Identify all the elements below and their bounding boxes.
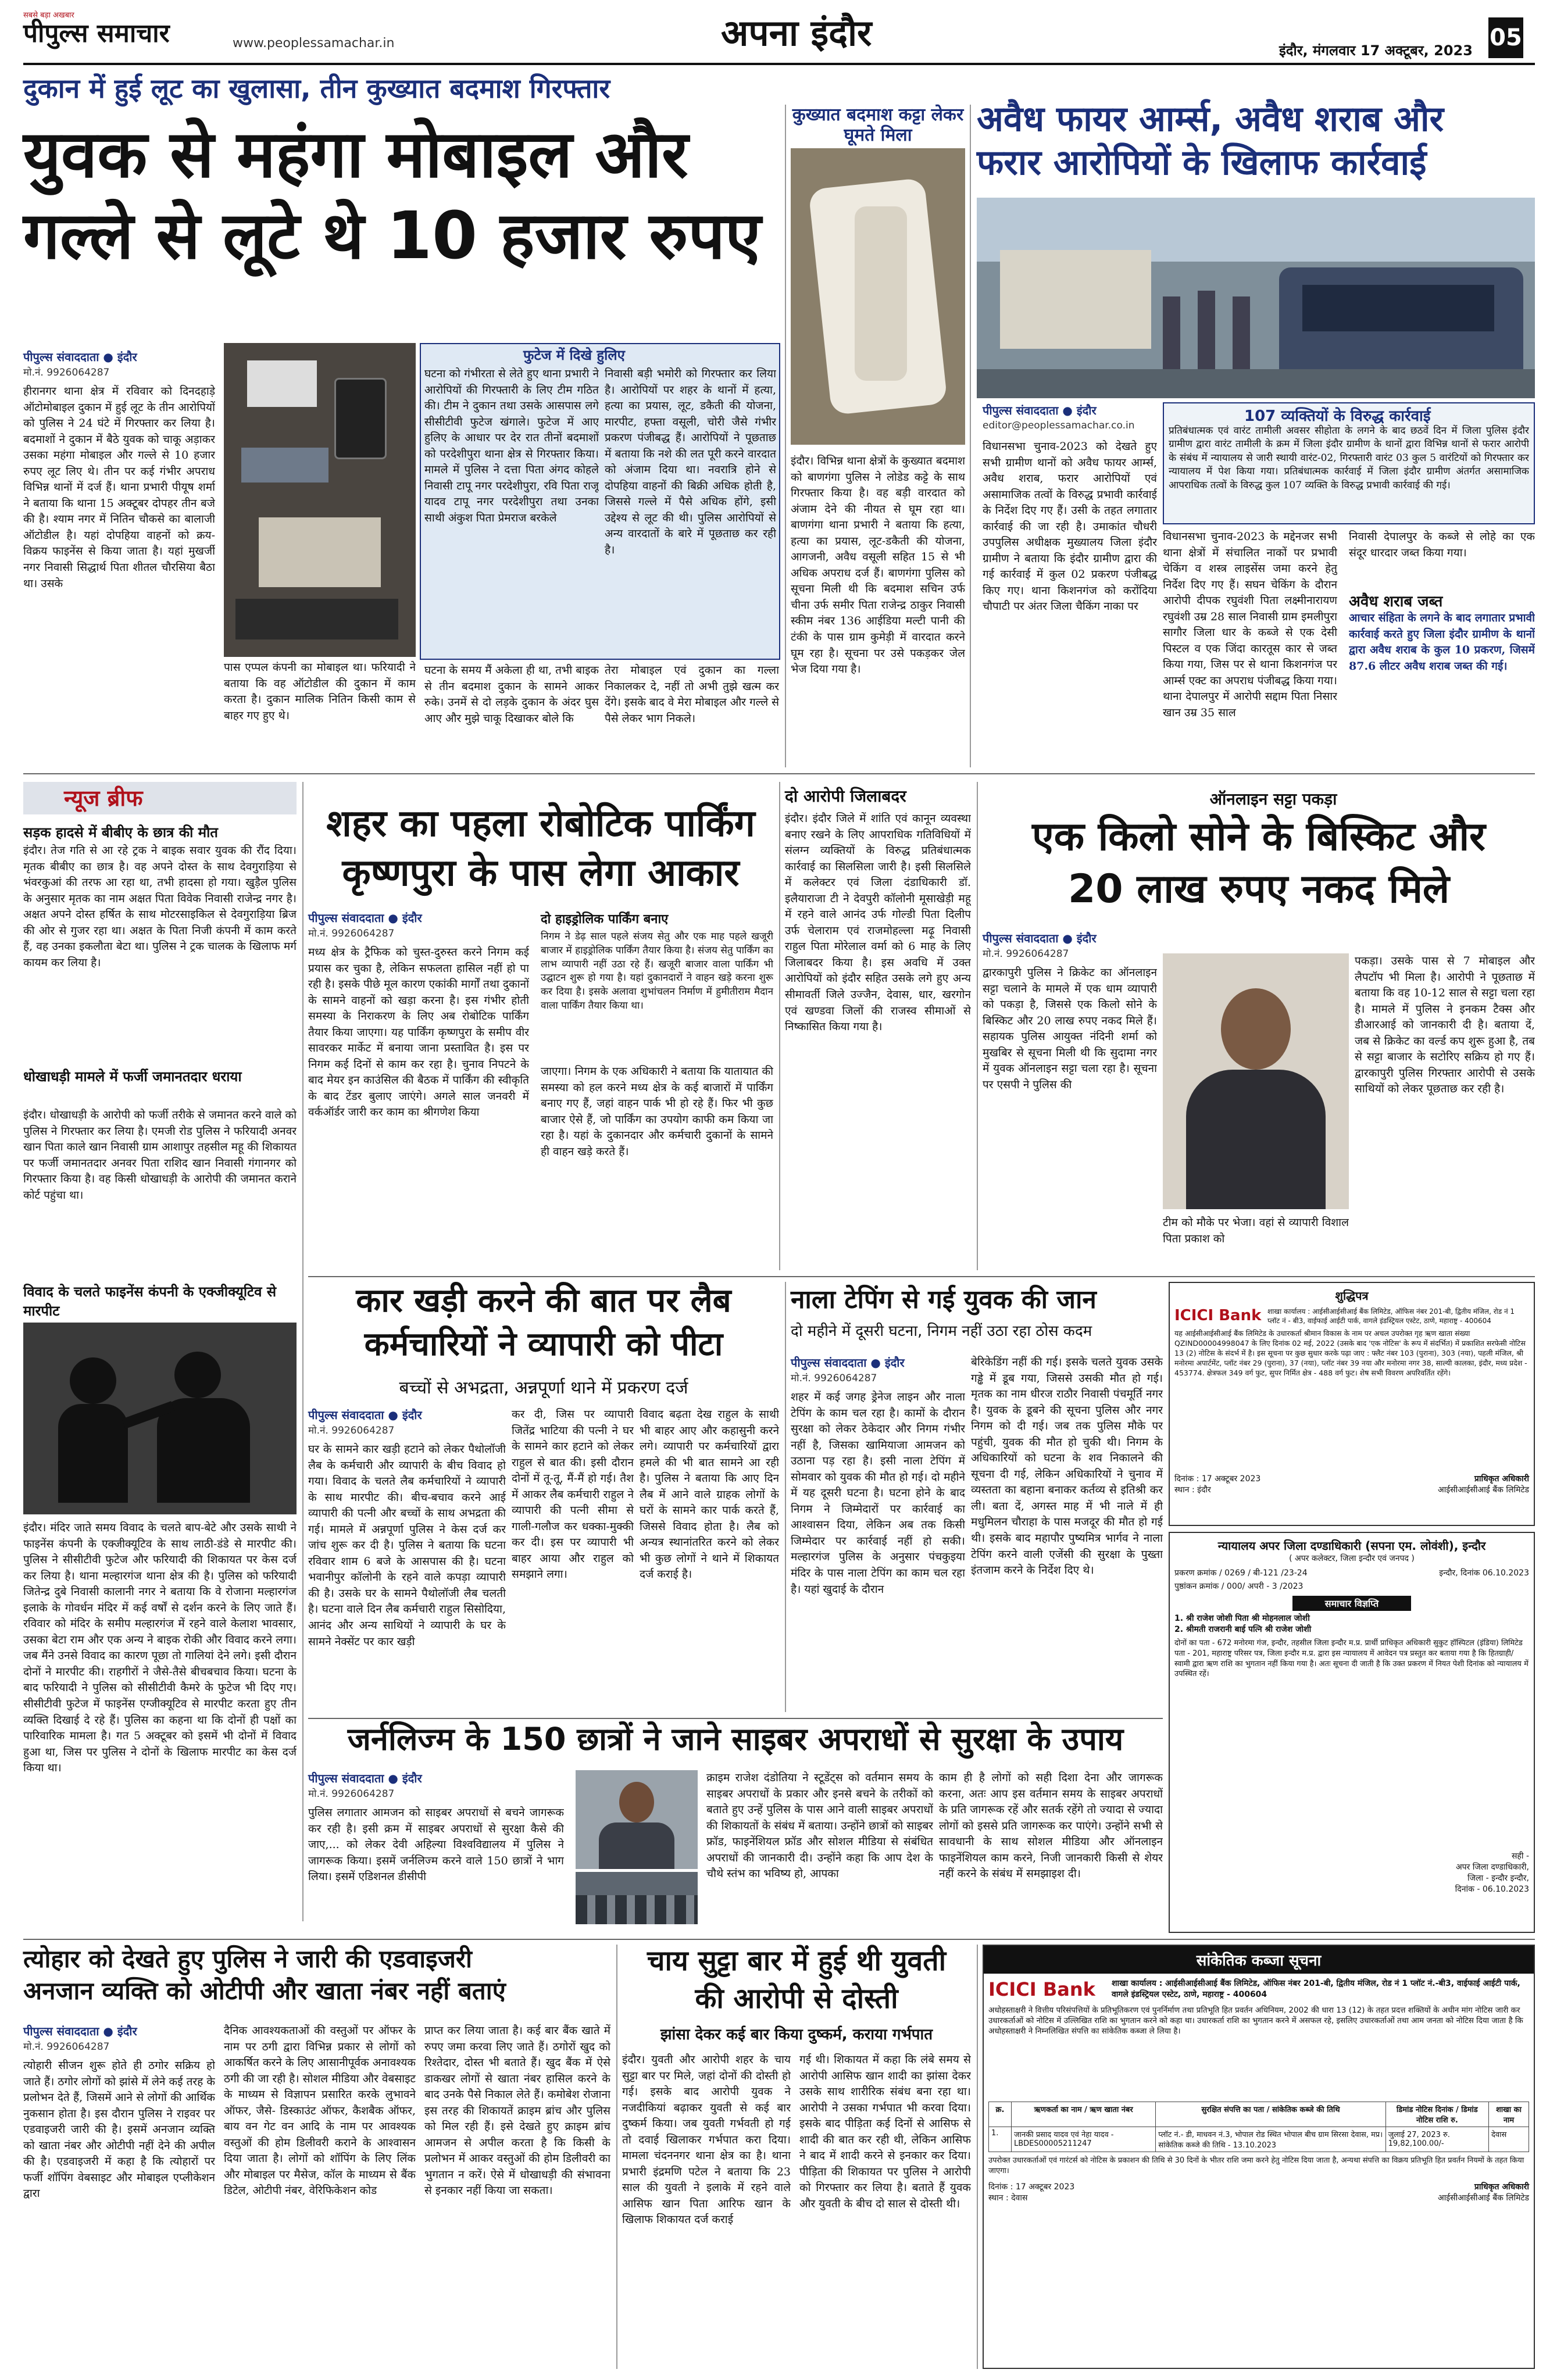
section-divider xyxy=(23,773,1535,774)
katta-photo xyxy=(791,148,965,445)
court-notice xyxy=(1169,1532,1535,1933)
car-headline-1: कार खड़ी करने की बात पर लैब xyxy=(356,1282,731,1320)
cyber-photo-audience xyxy=(576,1872,698,1924)
parking-col1: मध्य क्षेत्र के ट्रैफिक को चुस्त-दुरुस्त करने निगम कई प्रयास कर चुका है, लेकिन सफलता हासिल नहीं हो पा रही है। इसके पीछे मूल कारण एकांकी मार्गों तथा दुकानों के सामने वाहनों को खड़ा करना है। इस गंभीर होती समस्या के निराकरण के लिए अब रोबोटिक पार्किंग तैयार किया जाएगा। यह पार्किंग कृष्णपुरा के समीप वीर सावरकर मार्केट में बनाया जाना प्रस्तावित है। इस पर निगम कई दिनों से काम कर रहा है। चुनाव निपटने के बाद मेयर इन काउंसिल की बैठक में पार्किंग की स्वीकृति के बाद टेंडर बुलाए जाएंगे। अगले साल जनवरी में वर्कऑर्डर जारी कर काम का श्रीगणेश किया xyxy=(308,946,529,1119)
katta-body: इंदौर। विभिन्न थाना क्षेत्रों के कुख्यात बदमाश को बाणगंगा पुलिस ने लोडेड कट्टे के साथ गिरफ्तार किया है। वह बड़ी वारदात को अंजाम देने की नीयत से घूम रहा था। बाणगंगा थाना प्रभारी ने बताया कि हत्या, हत्या का प्रयास, लूट-डकैती की योजना, आगजनी, अवैध वसूली सहित 15 से भी अधिक अपराध दर्ज हैं। बाणगंगा पुलिस को सूचना मिली थी कि बदमाश सचिन उर्फ चीना उर्फ समीर पिता राजेन्द्र ठाकुर निवासी स्कीम नंबर 136 आईडिया मल्टी पानी की टंकी के पास ग्राम कुमेड़ी में वारदात करने घूम रहा है। सूचना पर उसे पकड़कर जेल भेज दिया गया है। xyxy=(791,455,965,676)
court-notice-body: दोनों का पता - 672 मनोरमा गंज, इन्दौर, तहसील जिला इन्दौर म.प्र. प्रार्थी प्राधिकृत अधिकारी सुकुट हॉस्पिटल (इंडिया) लिमिटेड पता - 201, महाराष्ट्र परिसर पत्र, जिला इन्दौर म.प्र. द्वारा इस न्यायालय में आवेदन पत्र प्रस्तुत कर बताया गया है कि हितग्राही/स्वामी द्वारा ऋण राशि का भुगतान नहीं किया गया है। अतः सूचना दी जाती है कि उक्त प्रकरण में नियत पेशी दिनांक को न्यायालय में उपस्थित रहें। xyxy=(1174,1639,1529,1679)
court-sign-name: अपर जिला दण्डाधिकारी, xyxy=(1455,1863,1529,1872)
website: www.peoplessamachar.in xyxy=(233,36,395,51)
parking-headline-1: शहर का पहला रोबोटिक पार्किंग xyxy=(326,802,755,845)
icici-correction-address: शाखा कार्यालय : आईसीआईसीआई बैंक लिमिटेड, ऑफिस नंबर 201-बी, द्वितीय मंजिल, रोड नं 1 प्लॉट नं - बी3, वाईफाई आईटी पार्क, वागले इंडस्ट्रियल एस्टेट, ठाणे, महाराष्ट्र - 400604 xyxy=(1267,1307,1515,1325)
mobile-story-photo-caption: पास एप्पल कंपनी का मोबाइल था। फरियादी ने बताया कि वह ऑटोडील की दुकान में काम करता है। दुकान मालिक नितिन किसी काम से बाहर गए हुए थे। xyxy=(224,661,416,722)
possession-body: अधोहस्ताक्षरी ने वित्तीय परिसंपत्तियों के प्रतिभूतिकरण एवं पुनर्निर्माण तथा प्रतिभूति हित प्रवर्तन अधिनियम, 2002 की धारा 13 (12) के तहत प्रदत्त शक्तियों के अधीन मांग नोटिस जारी कर उधारकर्ताओं को नोटिस में उल्लिखित राशि का भुगतान करने को कहा था। उधारकर्ता राशि का भुगतान करने में असफल रहे, इसलिए उधारकर्ताओं तथा आम जनता को नोटिस दिया जाता है कि अधोहस्ताक्षरी ने निम्नलिखित संपत्ति का सांकेतिक कब्जा ले लिया है। xyxy=(988,2006,1523,2036)
icici-correction-heading: शुद्धिपत्र xyxy=(1335,1289,1369,1303)
brief-item3-photo xyxy=(23,1323,297,1514)
possession-table-header-cell: सुरक्षित संपत्ति का पता / सांकेतिक कब्जे की तिथि xyxy=(1156,2102,1385,2127)
column-rule xyxy=(785,1282,786,1712)
advisory-col2: दैनिक आवश्यकताओं की वस्तुओं पर ऑफर के नाम पर ठगी द्वारा विभिन्न प्रकार से लोगों को आकर्षित करने के लिए आसानीपूर्वक अनावश्यक ठगी की जा रही है। सोशल मीडिया और वेबसाइट के माध्यम से विज्ञापन प्रसारित करके लुभावने ऑफर, जैसे- डिस्काउंट ऑफर, कैशबैक ऑफर, बाय वन गेट वन आदि के नाम पर आवश्यक वस्तुओं की होम डिलीवरी कराने के आश्वासन दिया जाता है। लोगों को शॉपिंग के लिए लिंक और मोबाइल पर मैसेज, कॉल के माध्यम से बैंक डिटेल, ओटीपी नंबर, वेरिफिकेशन कोड xyxy=(224,2024,416,2197)
mobile-story-footage-head: फुटेज में दिखे हुलिए xyxy=(523,347,625,363)
katta-kicker: कुख्यात बदमाश कट्टा लेकर घूमते मिला xyxy=(792,105,964,146)
masthead xyxy=(0,0,1557,67)
firearms-photo xyxy=(977,198,1535,398)
firearms-col2: विधानसभा चुनाव-2023 के मद्देनजर सभी थाना क्षेत्रों में संचालित नाकों पर प्रभावी चेकिंग व शस्त्र लाइसेंस जमा करने हेतु निर्देश दिए गए हैं। सघन चेकिंग के दौरान आरोपी दीपक रघुवंशी पिता लक्ष्मीनारायण रघुवंशी उम्र 28 साल निवासी ग्राम इमलीपुरा सागौर जिला धार के कब्जे से एक देसी पिस्टल व एक जिंदा कारतूस कार से जब्त किया गया, जिस पर से थाना किशनगंज पर आर्म्स एक्ट का अपराध पंजीबद्ध किया गया। थाना देपालपुर में आरोपी सद्दाम पिता निसार खान उम्र 35 साल xyxy=(1163,530,1337,720)
drain-col2: बेरिकेडिंग नहीं की गई। इसके चलते युवक उसके गड्ढे में डूब गया, जिससे उसकी मौत हो गई। मृतक का नाम धीरज राठौर निवासी पंचमूर्ति नगर है। युवक के डूबने की सूचना पुलिस और नगर निगम को दी गई। जब तक पुलिस मौके पर पहुंची, युवक की मौत हो चुकी थी। निगम के अधिकारियों को घटना के शव निकालने की सूचना दी गई, लेकिन अधिकारियों ने चुनाव में व्यस्तता का बहाना बनाकर कर्तव्य से इतिश्री कर ली। बता दें, अगस्त माह में भी नाले में ही मधुमिलन चौराहा के पास मजदूर की मौत हो गई थी। इसके बाद महापौर पुष्यमित्र भार्गव ने नाला टेपिंग करने वाली एजेंसी की सुरक्षा के पुख्ता इंतजाम करने के निर्देश दिए थे। xyxy=(971,1356,1163,1577)
column-rule xyxy=(779,782,780,1270)
paper-name: पीपुल्स समाचार xyxy=(23,18,170,48)
tea-body-2: गई थी। शिकायत में कहा कि लंबे समय से आरोपी आसिफ खान शादी का झांसा देकर उसके साथ शारीरिक संबंध बना रहा था। आरोपी ने उसका गर्भपात भी करवा दिया। इसके बाद पीड़िता कई दिनों से आसिफ से शादी की बात कर रही थी, लेकिन आसिफ ने बाद में शादी करने से इनकार कर दिया। पीड़िता की शिकायत पर पुलिस ने आरोपी को गिरफ्तार कर लिया है। बताते हैं युवक और युवती के बीच दो साल से दोस्ती थी। xyxy=(799,2053,971,2210)
satta-headline-1: एक किलो सोने के बिस्किट और xyxy=(1032,814,1485,860)
possession-table-header-cell: क्र. xyxy=(989,2102,1012,2127)
cyber-byline: पीपुल्स संवाददाता ● इंदौर xyxy=(308,1771,422,1785)
parking-headline-2: कृष्णपुरा के पास लेगा आकार xyxy=(342,852,740,895)
advisory-phone: मो.नं. 9926064287 xyxy=(23,2041,110,2053)
tea-body-1: इंदौर। युवती और आरोपी शहर के चाय सुट्टा बार पर मिले, जहां दोनों की दोस्ती हो गई। इसके बाद आरोपी युवक ने नजदीकियां बढ़ाकर युवती से कई बार दुष्कर्म किया। जब युवती गर्भवती हो गई तो दवाई खिलाकर गर्भपात करा दिया। मामला चंदननगर थाना क्षेत्र का है। थाना प्रभारी इंद्रमणि पटेल ने बताया कि 23 साल की युवती ने इलाके में रहने वाले आसिफ खान पिता आरिफ खान के खिलाफ शिकायत दर्ज कराई xyxy=(622,2053,791,2227)
parking-byline: पीपुल्स संवाददाता ● इंदौर xyxy=(308,911,422,925)
satta-photo-caption: टीम को मौके पर भेजा। वहां से व्यापारी विशाल पिता प्रकाश को xyxy=(1163,1216,1349,1245)
court-sign-place: जिला - इन्दौर इन्दौर, xyxy=(1467,1874,1529,1884)
icici-correction-date: दिनांक : 17 अक्टूबर 2023 xyxy=(1174,1474,1261,1484)
possession-table-header-cell: डिमांड नोटिस दिनांक / डिमांड नोटिस राशि रु. xyxy=(1385,2102,1488,2127)
mobile-story-phone: मो.नं. 9926064287 xyxy=(23,367,110,378)
mobile-story-headline-1: युवक से महंगा मोबाइल और xyxy=(23,117,688,192)
column-rule xyxy=(785,105,786,767)
possession-notice xyxy=(983,1945,1535,2369)
possession-table-header xyxy=(989,2102,1529,2127)
section-divider xyxy=(308,1718,1163,1719)
date-line: इंदौर, मंगलवार 17 अक्टूबर, 2023 xyxy=(1279,42,1473,59)
court-notice-ref: पुष्ठांकन क्रमांक / 000/ अपरी - 3 /2023 xyxy=(1174,1581,1304,1591)
table-cell: देवास xyxy=(1489,2127,1529,2152)
possession-icici-logo-text: ICICI Bank xyxy=(988,1978,1095,2000)
court-party-2: 2. श्रीमती राजरानी बाई पत्नि श्री राजेश जोशी xyxy=(1174,1624,1312,1634)
brief-item3-head: विवाद के चलते फाइनेंस कंपनी के एक्जीक्यूटिव से मारपीट xyxy=(23,1284,277,1319)
table-cell: जुलाई 27, 2023 रु. 19,82,100.00/- xyxy=(1385,2127,1488,2152)
mobile-story-col1: हीरानगर थाना क्षेत्र में रविवार को दिनदहाड़े ऑटोमोबाइल दुकान में हुई लूट के तीन आरोपियों को पुलिस ने 24 घंटे में गिरफ्तार कर लिया है। बदमाशों ने दुकान में बैठे युवक को चाकू अड़ाकर उसका महंगा मोबाइल और गल्ले से 10 हजार रुपए लूट लिए थे। तीन पर कई गंभीर अपराध विभिन्न थानों में दर्ज हैं। थाना प्रभारी पीयूष शर्मा ने बताया कि थाना 15 अक्टूबर दोपहर तीन बजे की है। श्याम नगर में नितिन चौकसे का बालाजी ऑटोडील है। यहां दोपहिया वाहनों को क्रय-विक्रय फाइनेंस से किया जाता है। यहां मुखर्जी नगर निवासी सिद्धार्थ पिता शीतल चौरसिया बैठा था। उसके xyxy=(23,385,215,590)
paper-tagline: सबसे बड़ा अखबार xyxy=(23,11,74,20)
advisory-byline: पीपुल्स संवाददाता ● इंदौर xyxy=(23,2024,137,2038)
page-number: 05 xyxy=(1488,17,1523,58)
satta-col1: द्वारकापुरी पुलिस ने क्रिकेट का ऑनलाइन सट्टा चलाने के मामले में एक धाम व्यापारी को पकड़ा है, जिससे एक किलो सोने के बिस्किट और 20 लाख रुपए नकद मिले हैं। सहायक पुलिस आयुक्त नंदिनी शर्मा को मुखबिर से सूचना मिली थी कि सुदामा नगर में युवक ऑनलाइन सट्टा चला रहा है। सूचना पर एसपी ने पुलिस की xyxy=(983,966,1157,1091)
firearms-headline-2: फरार आरोपियों के खिलाफ कार्रवाई xyxy=(977,142,1427,183)
firearms-liquor-body: आचार संहिता के लगने के बाद लगातार प्रभावी कार्रवाई करते हुए जिला इंदौर ग्रामीण के थानों द्वारा अवैध शराब के कुल 10 प्रकरण, जिसमें 87.6 लीटर अवैध शराब जब्त की गई। xyxy=(1349,612,1535,673)
table-cell: 1. xyxy=(989,2127,1012,2152)
firearms-col1: विधानसभा चुनाव-2023 को देखते हुए सभी ग्रामीण थानों को अवैध फायर आर्म्स, अवैध शराब, फरार आरोपियों एवं असामाजिक तत्वों के विरुद्ध प्रभावी कार्रवाई के निर्देश दिए गए हैं। उसी के तहत लगातार कार्रवाई की जा रही है। उमाकांत चौधरी उपपुलिस अधीक्षक मुख्यालय जिला इंदौर ग्रामीण ने बताया कि इंदौर ग्रामीण द्वारा की गई कार्रवाई में कुल 02 प्रकरण पंजीबद्ध किए गए। थाना किशनगंज को करोंदिया चौपाटी पर अंतर जिला चैकिंग नाका पर xyxy=(983,440,1157,613)
advisory-col3: प्राप्त कर लिया जाता है। कई बार बैंक खाते में रुपए जमा करवा लिए जाते हैं। ठगोरों खुद को रिश्तेदार, दोस्त भी बताते हैं। खुद बैंक में ऐसे डाकखर लोगों से खाता नंबर हासिल करने के बाद उनके पैसे निकाल लेते हैं। कमोबेश रोजाना इस तरह की शिकायतें क्राइम ब्रांच और पुलिस को मिल रही हैं। इसे देखते हुए क्राइम ब्रांच आमजन से अपील करता है कि किसी के प्रलोभन में आकर वस्तुओं की होम डिलीवरी का भुगतान न करें। ऐसे में धोखाधड़ी की संभावना से इनकार नहीं किया जा सकता। xyxy=(424,2024,610,2197)
mobile-story-col3: घटना को गंभीरता से लेते हुए थाना प्रभारी ने आरोपियों की गिरफ्तारी के लिए टीम गठित की। टीम ने दुकान तथा उसके आसपास लगे सीसीटीवी फुटेज खंगाले। फुटेज में आए हुलिए के आधार पर देर रात तीनों बदमाशों को परदेशीपुरा थाना क्षेत्र से गिरफ्तार किया। मामले में पुलिस ने दत्ता पिता अंगद कोहले निवासी टापू नगर परदेशीपुरा, रवि पिता राजू यादव टापू नगर परदेशीपुरा तथा उनका साथी अंकुश पिता प्रेमराज बरकेले xyxy=(424,367,599,524)
possession-table-header-cell: ऋणकर्ता का नाम / ऋण खाता नंबर xyxy=(1012,2102,1156,2127)
parking-phone: मो.नं. 9926064287 xyxy=(308,928,395,939)
parking-sub-head: दो हाइड्रोलिक पार्किंग बनाए xyxy=(541,912,669,927)
brief-item3-body: इंदौर। मंदिर जाते समय विवाद के चलते बाप-बेटे और उसके साथी ने फाइनेंस कंपनी के एक्जीक्यूटिव के साथ लाठी-डंडे से मारपीट की। पुलिस ने सीसीटीवी फुटेज और फरियादी की शिकायत पर केस दर्ज कर लिया है। थाना मल्हारगंज थाना क्षेत्र की है। पुलिस को फरियादी जितेन्द्र दुबे निवासी कालानी नगर ने बताया कि वे रोजाना मल्हारगंज इलाके के गोवर्धन मंदिर में कई वर्षों से दर्शन करने के लिए जाते हैं। रविवार को मंदिर के समीप मल्हारगंज में रहने वाले केलाश भावसार, उसका बेटा राम और एक अन्य ने बाइक रोकी और विवाद करने लगा। जब मैंने उनसे विवाद का कारण पूछा तो गालियां देने लगे। इसी दौरान दोनों ने मारपीट की। राहगीरों ने जैसे-तैसे बीचबचाव किया। घटना के बाद फरियादी ने पुलिस को सीसीटीवी कैमरे के फुटेज भी दिए गए। सीसीटीवी फुटेज में फाइनेंस एग्जीक्यूटिव से मारपीट करता हुए तीन व्यक्ति दिखाई दे रहे हैं। पुलिस का कहना था कि दोनों ही पक्षों का पारिवारिक मामला है। गत 5 अक्टूबर को इसमें भी दोनों में विवाद हुआ था, जिस पर पुलिस ने दोनों के खिलाफ मारपीट का केस दर्ज किया था। xyxy=(23,1521,297,1775)
mobile-story-headline-2: गल्ले से लूटे थे 10 हजार रुपए xyxy=(23,198,761,274)
mobile-story-kicker: दुकान में हुई लूट का खुलासा, तीन कुख्यात बदमाश गिरफ्तार xyxy=(23,73,610,104)
icici-correction-body: यह आईसीआईसीआई बैंक लिमिटेड के उधारकर्ता श्रीमान विकास के नाम पर अचल उपरोक्त गृह ऋण खाता संख्या QZIND00004998047 के लिए दिनांक 02 मई, 2022 (उसके बाद 'एक नोटिस' के रूप में संदर्भित) में प्रकाशित सरफेसी नोटिस 13 (2) नोटिस के संदर्भ में है। इस सूचना पर कुछ सुधार करके पढ़ा जाए : फ्लैट नंबर 103 (पुराना), 303 (नया), पहली मंजिल, श्री मनोरमा अपार्टमेंट, प्लॉट नंबर 29 (पुराना), 37 (नया), प्लॉट नंबर 39 नया और मनोरमा नगर 38, साल्यी कालका, इंदौर, मध्य प्रदेश - 453774. क्षेत्रफल 349 वर्ग फुट, सुपर निर्मित क्षेत्र - 488 वर्ग फुट। शेष सभी विवरण अपरिवर्तित रहेंगे। xyxy=(1174,1329,1527,1377)
advisory-headline-2: अनजान व्यक्ति को ओटीपी और खाता नंबर नहीं बताएं xyxy=(23,1977,506,2005)
cyber-col1: पुलिस लगातार आमजन को साइबर अपराधों से बचने जागरूक कर रही है। इसी क्रम में साइबर अपराधों से सुरक्षा कैसे की जाए,... को लेकर देवी अहिल्या विश्वविद्यालय में पुलिस ने जागरूक किया। इसमें जर्नलिज्म करने वाले 150 छात्रों ने भाग लिया। इसमें एडिशनल डीसीपी xyxy=(308,1806,564,1884)
column-rule xyxy=(302,782,303,1921)
cyber-photo-officer xyxy=(576,1770,698,1869)
car-subhead: बच्चों से अभद्रता, अन्नपूर्णा थाने में प्रकरण दर्ज xyxy=(399,1378,688,1398)
court-party-1: 1. श्री राजेश जोशी पिता श्री मोहनलाल जोशी xyxy=(1174,1613,1310,1623)
possession-heading: सांकेतिक कब्जा सूचना xyxy=(984,1946,1534,1974)
satta-col2: पकड़ा। उसके पास से 7 मोबाइल और लैपटॉप भी मिला है। आरोपी ने पूछताछ में बताया कि वह 10-12 साल से सट्टा चला रहा है। मामले में पुलिस ने इनकम टैक्स और डीआरआई को जानकारी दी है। बताया दें, जब से क्रिकेट का वर्ल्ड कप शुरू हुआ है, तब से सट्टा बाजार के सटोरिए सक्रिय हो गए हैं। द्वारकापुरी पुलिस गिरफ्तार आरोपी से उसके साथियों को लेकर पूछताछ कर रही है। xyxy=(1355,955,1535,1096)
mobile-story-col3b: घटना के समय मैं अकेला ही था, तभी बाइक से तीन बदमाश दुकान के सामने आकर रुके। उनमें से दो लड़के दुकान के अंदर घुस आए और मुझे चाकू दिखाकर बोले कि xyxy=(424,664,599,725)
icici-logo-text: ICICI Bank xyxy=(1174,1307,1262,1324)
icici-logo xyxy=(1174,1307,1262,1324)
tea-headline-2: की आरोपी से दोस्ती xyxy=(695,1982,898,2015)
column-rule xyxy=(616,1945,617,2369)
satta-byline: पीपुल्स संवाददाता ● इंदौर xyxy=(983,931,1097,945)
table-cell: जानकी प्रसाद यादव एवं नेहा यादव - LBDES00005211247 xyxy=(1012,2127,1156,2152)
cyber-col3: काम ही है लोगों को सही दिशा देना और जागरूक करना, अतः आप इस वर्तमान समय के साइबर अपराधों के प्रति जागरूक रहें और सतर्क रहेंगे तो ज्यादा से ज्यादा लोगों को इससे प्रति जागरूक कर पाएंगे। उन्होंने सभी से सावधानी के साथ सोशल मीडिया और ऑनलाइन फाइनेंशियल काम करने, निजी जानकारी किसी से शेयर नहीं करने के संबंध में समझाइश दी। xyxy=(939,1771,1163,1881)
brief-item2-head: धोखाधड़ी मामले में फर्जी जमानतदार धराया xyxy=(23,1069,242,1085)
court-case-number: प्रकरण क्रमांक / 0269 / बी-121 /23-24 xyxy=(1174,1568,1308,1578)
cyber-headline: जर्नलिज्म के 150 छात्रों ने जाने साइबर अपराधों से सुरक्षा के उपाय xyxy=(347,1721,1124,1757)
news-brief-label xyxy=(23,782,297,814)
court-case-date: इन्दौर, दिनांक 06.10.2023 xyxy=(1439,1568,1529,1578)
court-sign-label: सही - xyxy=(1511,1852,1529,1861)
icici-correction-signatory: प्राधिकृत अधिकारी xyxy=(1474,1474,1529,1484)
brief-item2-body: इंदौर। धोखाधड़ी के आरोपी को फर्जी तरीके से जमानत करने वाले को पुलिस ने गिरफ्तार कर लिया है। एमजी रोड पुलिस ने फरियादी अनवर खान पिता काले खान निवासी ग्राम आशापुर तहसील महू की शिकायत पर फर्जी जमानतदार अनवर पिता राशिद खान निवासी गंगानगर को गिरफ्तार किया है। वह किसी धोखाधड़ी के आरोपी की जमानत कराने कोर्ट पहुंचा था। xyxy=(23,1109,297,1202)
possession-table-header-cell: शाखा का नाम xyxy=(1489,2102,1529,2127)
firearms-box-head: 107 व्यक्तियों के विरुद्ध कार्रवाई xyxy=(1244,408,1431,425)
court-notice-sub: ( अपर कलेक्टर, जिला इन्दौर एवं जनपद ) xyxy=(1289,1554,1415,1563)
jila-badar-body: इंदौर। इंदौर जिले में शांति एवं कानून व्यवस्था बनाए रखने के लिए आपराधिक गतिविधियों में संलग्न व्यक्तियों के विरुद्ध प्रतिबंधात्मक कार्रवाई का सिलसिला जारी है। इसी सिलसिले में कलेक्टर एवं जिला दंडाधिकारी डॉ. इलैयाराजा टी ने देवपुरी कॉलोनी मूसाखेड़ी महू में रहने वाले आनंद उर्फ गोल्डी पिता दिलीप उर्फ चेलाराम एवं राजमोहल्ला मढ़ू निवासी राहुल पिता मोरेलाल वर्मा को 6 माह के लिए जिलाबदर किया है। इस अवधि में उक्त आरोपियों को इंदौर सहित उसके लगे हुए अन्य सीमावर्ती जिले उज्जैन, देवास, धार, खरगोन एवं खण्डवा जिलों की राजस्व सीमाओं से निष्कासित किया गया है। xyxy=(785,812,971,1034)
car-col3: विवाद बढ़ता देख राहुल के साथी भी बाहर आए और कहासुनी करने लगे। व्यापारी पर कर्मचारियों द्वारा हमले की भी बात सामने आ रही है। पुलिस ने बताया कि आए दिन लैब में आने वाले ग्राहक लोगों के घरों के सामने कार पार्क करते हैं, जिससे विवाद होता है। लैब को अन्यत्र स्थानांतरित करने को लेकर भी कुछ लोगों ने थाने में शिकायत दर्ज कराई है। xyxy=(640,1408,779,1581)
advisory-headline-1: त्योहार को देखते हुए पुलिस ने जारी की एडवाइजरी xyxy=(23,1945,472,1973)
drain-subhead: दो महीने में दूसरी घटना, निगम नहीं उठा रहा ठोस कदम xyxy=(791,1323,1092,1340)
drain-col1: शहर में कई जगह ड्रेनेज लाइन और नाला टेपिंग के काम चल रहा है। कामों के दौरान सुरक्षा को लेकर ठेकेदार और निगम गंभीर नहीं है, जिसका खामियाजा आमजन को उठाना पड़ रहा है। इसी नाला टेपिंग में सोमवार को युवक की मौत हो गई। दो महीने में यह दूसरी घटना है। घटना होने के बाद निगम ने जिम्मेदारों पर कार्रवाई का आश्वासन दिया, लेकिन अब तक किसी जिम्मेदार पर कार्रवाई नहीं हो सकी। मल्हारगंज पुलिस के अनुसार पंचकुइया मंदिर के पास नाला टेपिंग का काम चल रहा है। यहां खुदाई के दौरान xyxy=(791,1391,965,1596)
drain-headline: नाला टेपिंग से गई युवक की जान xyxy=(791,1285,1097,1314)
cyber-col2: क्राइम राजेश दंडोतिया ने स्टूडेंट्स को वर्तमान समय के साइबर अपराधों के प्रकार और इनसे बचने के तरीकों को बताते हुए उन्हें पुलिस के पास आने वाली साइबर अपराधों की शिकायतों के संबंध में बताया। उन्होंने छात्रों को साइबर फ्रॉड, फाइनेंशियल फ्रॉड और सोशल मीडिया से संबंधित अपराधों की जानकारी दी। उन्होंने कहा कि आप देश के चौथे स्तंभ का भविष्य हो, आपका xyxy=(706,1771,933,1881)
car-col2: कर दी, जिस पर व्यापारी जितेंद्र भाटिया की पत्नी ने घर के सामने कार हटाने को लेकर राहुल से बात की। इसी दौरान दोनों में तू-तू, मैं-मैं हो गई। तैश में आकर लैब कर्मचारी राहुल ने व्यापारी की पत्नी सीमा से गाली-गलौज कर धक्का-मुक्की कर दी। इस पर व्यापारी भी बाहर आया और राहुल को समझाने लगा। xyxy=(512,1408,634,1581)
possession-place: स्थान : देवास xyxy=(988,2193,1028,2203)
car-headline-2: कर्मचारियों ने व्यापारी को पीटा xyxy=(364,1325,723,1363)
icici-correction-place: स्थान : इंदौर xyxy=(1174,1485,1211,1495)
satta-phone: मो.नं. 9926064287 xyxy=(983,948,1069,960)
mobile-story-photo xyxy=(224,343,416,657)
advisory-col1: त्योहारी सीजन शुरू होते ही ठगोर सक्रिय हो जाते हैं। ठगोर लोगों को झांसे में लेने कई तरह के प्रलोभन देते हैं, जिसमें आने से लोगों की आर्थिक नुकसान होता है। इस दौरान पुलिस ने राइवर पर एडवाइजरी जारी की है। इसमें अनजान व्यक्ति को खाता नंबर और ओटीपी नहीं देने की अपील की है। एडवाइजरी में कहा है कि त्योहारों पर फर्जी शॉपिंग वेबसाइट और मोबाइल एप्लीकेशन द्वारा xyxy=(23,2059,215,2200)
table-row xyxy=(989,2127,1529,2152)
column-rule xyxy=(977,782,978,1270)
court-notice-heading: न्यायालय अपर जिला दण्डाधिकारी (सपना एम. लोवंशी), इन्दौर xyxy=(1217,1539,1486,1553)
car-byline: पीपुल्स संवाददाता ● इंदौर xyxy=(308,1408,422,1422)
column-rule xyxy=(970,105,971,767)
firearms-headline-1: अवैध फायर आर्म्स, अवैध शराब और xyxy=(977,99,1444,140)
possession-signatory: प्राधिकृत अधिकारी xyxy=(1474,2182,1529,2192)
possession-footer: उपरोक्त उधारकर्ताओं एवं गारंटर्स को नोटिस के प्रकाशन की तिथि से 30 दिनों के भीतर राशि जमा करने हेतु नोटिस दिया जाता है, अन्यथा संपत्ति का विक्रय प्रतिभूति हित प्रवर्तन नियमों के तहत किया जाएगा। xyxy=(988,2156,1524,2175)
section-divider xyxy=(23,1939,1535,1940)
satta-kicker: ऑनलाइन सट्टा पकड़ा xyxy=(1209,789,1337,809)
possession-icici-logo xyxy=(988,1978,1105,2000)
cyber-phone: मो.नं. 9926064287 xyxy=(308,1788,395,1800)
possession-org: आईसीआईसीआई बैंक लिमिटेड xyxy=(1437,2193,1529,2203)
brief-item1-head: सड़क हादसे में बीबीए के छात्र की मौत xyxy=(23,824,218,841)
firearms-liquor-head: अवैध शराब जब्त xyxy=(1349,593,1443,610)
icici-correction-notice xyxy=(1169,1282,1535,1526)
section-title: अपना इंदौर xyxy=(721,12,872,54)
section-divider xyxy=(308,1276,1535,1277)
jila-badar-head: दो आरोपी जिलाबदर xyxy=(785,787,906,806)
drain-phone: मो.नं. 9926064287 xyxy=(791,1373,877,1384)
brief-item1-body: इंदौर। तेज गति से आ रहे ट्रक ने बाइक सवार युवक की रौंद दिया। मृतक बीबीए का छात्र है। वह अपने दोस्त के साथ देवगुराड़िया से भंवरकुआं की तरफ आ रहा था, तभी हादसा हो गया। खुड़ैल पुलिस के अनुसार मृतक का नाम अक्षत पिता विवेक निवासी राजेन्द्र नगर है। अक्षत अपने दोस्त हर्षित के साथ मोटरसाइकिल से देवगुराड़िया ब्रिज की ओर से गुजर रहा था। अक्षत के पिता निजी कंपनी में काम करते हैं, वह उनका इकलौता बेटा था। पुलिस ने ट्रक चालक के खिलाफ मर्ग कायम कर लिया है। xyxy=(23,844,297,969)
firearms-email: editor@peoplessamachar.co.in xyxy=(983,420,1135,431)
mobile-story-col4b: तेरा मोबाइल एवं दुकान का गल्ला निकालकर दे, नहीं तो अभी तुझे खत्म कर देंगे। इसके बाद वे मेरा मोबाइल और गल्ले से पैसे लेकर भाग निकले। xyxy=(605,664,779,725)
car-col1: घर के सामने कार खड़ी हटाने को लेकर पैथोलॉजी लैब के कर्मचारी और व्यापारी के बीच विवाद हो गया। विवाद के चलते लैब कर्मचारियों ने व्यापारी के साथ मारपीट की। बीच-बचाव करने आई व्यापारी की पत्नी और बच्चों के साथ अभद्रता की गई। मामले में अन्नपूर्णा पुलिस ने केस दर्ज कर जांच शुरू कर दी है। पुलिस ने बताया कि घटना रविवार शाम 6 बजे के आसपास की है। घटना भवानीपुर कॉलोनी के रहने वाले कपड़ा व्यापारी की है। उसके घर के सामने पैथोलॉजी लैब चलती है। घटना वाले दिन लैब कर्मचारी राहुल सिसोदिया, आनंद और अन्य साथियों ने व्यापारी के घर के सामने नेक्सेंट पर कार खड़ी xyxy=(308,1443,506,1648)
drain-byline: पीपुल्स संवाददाता ● इंदौर xyxy=(791,1356,905,1370)
court-sign-date: दिनांक - 06.10.2023 xyxy=(1455,1885,1529,1895)
possession-date: दिनांक : 17 अक्टूबर 2023 xyxy=(988,2182,1075,2192)
firearms-byline: पीपुल्स संवाददाता ● इंदौर xyxy=(983,403,1097,417)
tea-subhead: झांसा देकर कई बार किया दुष्कर्म, कराया गर्भपात xyxy=(660,2026,933,2043)
car-phone: मो.नं. 9926064287 xyxy=(308,1425,395,1436)
possession-table xyxy=(988,2102,1529,2152)
table-cell: प्लॉट नं.- डी, माधवन नं.3, भोपाल रोड स्थित भोपाल बीच ग्राम सिरसा देवास, मप्र। सांकेतिक कब्जे की तिथि - 13.10.2023 xyxy=(1156,2127,1385,2152)
parking-col3: जाएगा। निगम के एक अधिकारी ने बताया कि यातायात की समस्या को हल करने मध्य क्षेत्र के कई बाजारों में पार्किंग बनाए गए हैं, जहां वाहन पार्क भी हो रहे हैं। फिर भी कुछ बाजार ऐसे हैं, जो पार्किंग का उपयोग काफी कम किया जा रहा है। यहां के दुकानदार और कर्मचारी दुकानों के सामने ही वाहन खड़े करते हैं। xyxy=(541,1065,773,1158)
firearms-col3: निवासी देपालपुर के कब्जे से लोहे का एक संदूर धारदार जब्त किया गया। xyxy=(1349,530,1535,559)
mobile-story-byline: पीपुल्स संवाददाता ● इंदौर xyxy=(23,350,137,364)
mobile-story-col4: निवासी बड़ी भमोरी को गिरफ्तार कर लिया है। आरोपियों पर शहर के थानों में हत्या, हत्या का प्रयास, लूट, डकैती की योजना, मारपीट, हफ्ता वसूली, चोरी जैसे गंभीर प्रकरण पंजीबद्ध हैं। आरोपियों ने पूछताछ में बताया कि नशे की लत पूरी करने वारदात को अंजाम दिया था। नवरात्रि होने से दोपहिया वाहनों की बिक्री अधिक होती है, जिससे गल्ले में पैसे अधिक होंगे, इसी उद्देश्य से लूट की थी। पुलिस आरोपियों से अन्य वारदातों के बारे में पूछताछ कर रही है। xyxy=(605,367,776,557)
satta-headline-2: 20 लाख रुपए नकद मिले xyxy=(1067,866,1449,912)
news-brief-label-text: न्यूज ब्रीफ xyxy=(64,785,143,811)
parking-sub-body: निगम ने डेढ़ साल पहले संजय सेतु और एक माह पहले खजूरी बाजार में हाइड्रोलिक पार्किंग तैयार किया है। संजय सेतु पार्किंग का लाभ व्यापारी नहीं उठा रहे हैं। खजूरी बाजार वाला पार्किंग भी उद्घाटन शुरू हो गया है। यहां दुकानदारों ने वाहन खड़े करना शुरू कर दिया है। इसके अलावा शुभांचलन निर्माण में हुमीतीराम मैदान वाला पार्किंग तैयार किया था। xyxy=(541,931,773,1012)
masthead-rule xyxy=(23,63,1535,65)
column-rule xyxy=(977,1945,978,2369)
possession-address: शाखा कार्यालय : आईसीआईसीआई बैंक लिमिटेड, ऑफिस नंबर 201-बी, द्वितीय मंजिल, रोड नं 1 प्लॉट नं.-बी3, वाईफाई आईटी पार्क, वागले इंडस्ट्रियल एस्टेट, ठाणे, महाराष्ट्र - 400604 xyxy=(1112,1979,1520,1999)
court-notice-label: समाचार विज्ञप्ति xyxy=(1292,1596,1411,1611)
tea-headline-1: चाय सुट्टा बार में हुई थी युवती xyxy=(647,1945,947,1977)
paper-logo xyxy=(23,10,233,51)
icici-correction-org: आईसीआईसीआई बैंक लिमिटेड xyxy=(1437,1485,1529,1495)
satta-photo xyxy=(1163,953,1349,1209)
firearms-box-body: प्रतिबंधात्मक एवं वारंट तामीली अवसर सीहोता के लगने के बाद छठवें दिन में जिला पुलिस इंदौर ग्रामीण द्वारा वारंट तामीली के क्रम में जिला इंदौर ग्रामीण के थानों द्वारा विभिन्न थानों से फरार आरोपी के संबंध में न्यायालय से जारी स्थायी वारंट-02, गिरफ्तारी वारंट 03 कुल 5 वारंटियों को गिरफ्तार कर न्यायालय में पेश किया गया। प्रतिबंधात्मक कार्रवाई में जिला इंदौर ग्रामीण अंतर्गत असामाजिक आपराधिक तत्वों के विरुद्ध कुल 107 व्यक्ति के विरुद्ध प्रभावी कार्रवाई की गई। xyxy=(1169,425,1529,491)
